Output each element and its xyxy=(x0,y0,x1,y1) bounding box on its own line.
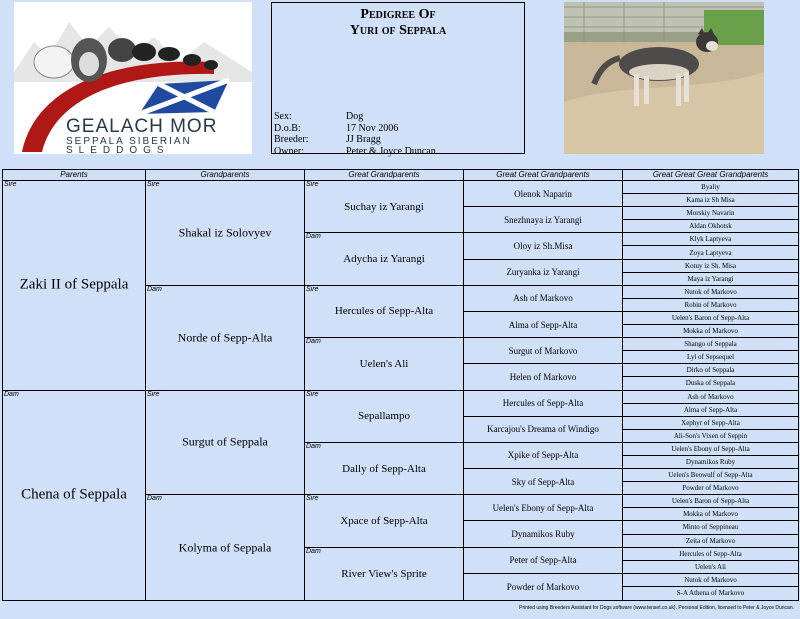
ancestor-gen3-1 xyxy=(305,181,464,233)
ancestor-gen4-8 xyxy=(464,364,623,390)
ancestor-name: Maya iz Yarangi xyxy=(687,274,734,283)
ancestor-name: Chena of Seppala xyxy=(21,486,127,503)
ancestor-gen4-7 xyxy=(464,338,623,364)
parent-role-label: Sire xyxy=(306,495,319,503)
ancestor-gen2-1 xyxy=(146,181,305,286)
parent-role-label: Sire xyxy=(306,390,319,398)
parent-role-label: Dam xyxy=(306,547,321,555)
parent-role-label: Sire xyxy=(4,181,17,188)
column-header-5: Great Great Great Grandparents xyxy=(623,170,798,181)
ancestor-name: Kolyma of Seppala xyxy=(178,540,272,555)
ancestor-name: Ash of Markovo xyxy=(687,392,734,401)
detail-value: 17 Nov 2006 xyxy=(346,122,399,134)
ancestor-name: Oloy iz Sh.Misa xyxy=(513,240,573,251)
ancestor-name: Robin of Markovo xyxy=(684,300,737,309)
ancestor-gen4-12 xyxy=(464,469,623,495)
ancestor-name: Adycha iz Yarangi xyxy=(343,253,425,266)
ancestor-name: Zaki II of Seppala xyxy=(19,276,129,293)
ancestor-gen5-26 xyxy=(623,508,798,521)
logo-wordmark-line3: SLEDDOGS xyxy=(66,145,170,154)
ancestor-gen3-6 xyxy=(305,443,464,495)
ancestor-name: Uelen's Ebony of Sepp-Alta xyxy=(671,444,750,453)
ancestor-name: Powder of Markovo xyxy=(506,581,580,592)
ancestor-name: Hercules of Sepp-Alta xyxy=(679,549,742,558)
pedigree-header xyxy=(271,2,525,157)
footer-note: Printed using Breeders Assistant for Dogs software (www.tenset.co.uk). Personal Edition, licensed to Peter & Joyce Duncan. xyxy=(519,605,794,611)
ancestor-name: Snezhnaya iz Yarangi xyxy=(504,214,582,225)
ancestor-name: Ali-Son's Vixen of Seppin xyxy=(673,431,748,440)
detail-value: Dog xyxy=(346,111,364,122)
ancestor-name: Dynamikos Ruby xyxy=(685,458,736,467)
logo-wordmark-line2: SEPPALA SIBERIAN xyxy=(66,136,192,147)
detail-value: Peter & Joyce Duncan xyxy=(346,145,436,157)
ancestor-gen4-3 xyxy=(464,233,623,259)
ancestor-name: Morskiy Navarin xyxy=(686,209,735,218)
ancestor-name: Alma of Sepp-Alta xyxy=(508,319,578,330)
ancestor-gen3-2 xyxy=(305,233,464,285)
detail-label: Owner: xyxy=(274,145,304,157)
ancestor-name: Alma of Sepp-Alta xyxy=(683,405,738,414)
ancestor-gen5-9 xyxy=(623,286,798,299)
dog-details xyxy=(274,111,436,157)
ancestor-gen4-5 xyxy=(464,286,623,312)
pedigree-title-line1: Pedigree Of xyxy=(360,7,436,22)
ancestor-gen5-15 xyxy=(623,364,798,377)
ancestor-gen5-28 xyxy=(623,535,798,548)
ancestor-gen5-8 xyxy=(623,273,798,286)
ancestor-name: Dally of Sepp-Alta xyxy=(342,462,426,475)
ancestor-gen3-5 xyxy=(305,391,464,443)
ancestor-name: Zoya Laptyeva xyxy=(689,248,732,257)
ancestor-name: Aldan Okhotsk xyxy=(689,222,732,231)
ancestor-name: Kotuy iz Sh. Misa xyxy=(685,261,736,270)
ancestor-name: Dirko of Seppala xyxy=(686,366,735,375)
detail-row-breeder xyxy=(274,134,436,146)
parent-role-label: Dam xyxy=(306,233,321,241)
ancestor-gen5-29 xyxy=(623,548,798,561)
parent-role-label: Dam xyxy=(147,285,162,293)
ancestor-gen2-2 xyxy=(146,286,305,391)
ancestor-name: Helen of Markovo xyxy=(509,371,577,382)
detail-row-owner xyxy=(274,146,436,158)
ancestor-name: Suchay iz Yarangi xyxy=(344,200,424,213)
ancestor-gen3-3 xyxy=(305,286,464,338)
ancestor-name: Sepallampo xyxy=(358,410,410,423)
parent-role-label: Dam xyxy=(4,390,19,398)
logo-wordmark-line1: GEALACH MOR xyxy=(66,116,218,137)
ancestor-gen5-17 xyxy=(623,391,798,404)
ancestor-name: Zeita of Markovo xyxy=(685,536,736,545)
ancestor-gen5-30 xyxy=(623,561,798,574)
ancestor-gen4-4 xyxy=(464,260,623,286)
detail-value: JJ Bragg xyxy=(346,134,381,145)
ancestor-name: Sky of Sepp-Alta xyxy=(511,476,575,487)
ancestor-gen5-27 xyxy=(623,521,798,534)
ancestor-name: Powder of Markovo xyxy=(682,484,739,493)
ancestor-gen5-18 xyxy=(623,404,798,417)
kennel-logo xyxy=(14,2,252,154)
ancestor-gen5-20 xyxy=(623,430,798,443)
ancestor-name: Kama iz Sh Misa xyxy=(686,196,735,205)
ancestor-name: Uelen's Ali xyxy=(359,357,409,370)
ancestor-name: Uelen's Ebony of Sepp-Alta xyxy=(492,502,594,513)
ancestor-gen4-13 xyxy=(464,495,623,521)
ancestor-gen5-32 xyxy=(623,587,798,600)
ancestor-gen4-9 xyxy=(464,391,623,417)
ancestor-name: S-A Athena of Markovo xyxy=(676,589,745,598)
ancestor-name: Lyl of Sepsequel xyxy=(686,353,735,362)
ancestor-name: Minto of Seppineau xyxy=(682,523,739,532)
ancestor-gen4-15 xyxy=(464,548,623,574)
ancestor-name: Karcajou's Dreama of Windigo xyxy=(487,424,599,435)
ancestor-name: Surgut of Markovo xyxy=(508,345,578,356)
pedigree-table xyxy=(2,169,799,601)
ancestor-gen3-8 xyxy=(305,548,464,600)
ancestor-gen5-21 xyxy=(623,443,798,456)
ancestor-name: Xephyr of Sepp-Alta xyxy=(681,418,740,427)
ancestor-gen4-6 xyxy=(464,312,623,338)
ancestor-name: Uelen's Beowulf of Sepp-Alta xyxy=(668,471,753,480)
ancestor-name: Mokka of Markovo xyxy=(683,510,738,519)
detail-row-sex xyxy=(274,111,436,123)
ancestor-gen5-10 xyxy=(623,299,798,312)
dog-photo-illustration xyxy=(564,2,764,154)
ancestor-gen3-4 xyxy=(305,338,464,390)
ancestor-gen5-16 xyxy=(623,377,798,390)
ancestor-name: Shakal iz Solovyev xyxy=(178,225,272,240)
parent-role-label: Dam xyxy=(147,495,162,503)
ancestor-name: Peter of Sepp-Alta xyxy=(509,555,577,566)
detail-label: Sex: xyxy=(274,111,292,122)
ancestor-gen5-5 xyxy=(623,233,798,246)
ancestor-name: Hercules of Sepp-Alta xyxy=(502,398,584,409)
ancestor-name: Duska of Seppala xyxy=(685,379,736,388)
column-header-4: Great Great Grandparents xyxy=(464,170,623,181)
column-header-3: Great Grandparents xyxy=(305,170,464,181)
detail-row-dob xyxy=(274,123,436,135)
ancestor-name: Xpike of Sepp-Alta xyxy=(507,450,579,461)
ancestor-gen5-13 xyxy=(623,338,798,351)
ancestor-gen5-24 xyxy=(623,482,798,495)
ancestor-gen2-4 xyxy=(146,495,305,600)
ancestor-gen5-6 xyxy=(623,246,798,259)
ancestor-name: Nutok of Markovo xyxy=(684,575,737,584)
ancestor-gen5-14 xyxy=(623,351,798,364)
ancestor-gen1-1 xyxy=(3,181,146,391)
ancestor-name: Uelen's Baron of Sepp-Alta xyxy=(671,497,750,506)
ancestor-gen4-16 xyxy=(464,574,623,600)
ancestor-gen5-1 xyxy=(623,181,798,194)
dog-photo xyxy=(564,2,764,154)
ancestor-gen5-31 xyxy=(623,574,798,587)
ancestor-name: Xpace of Sepp-Alta xyxy=(340,514,428,527)
ancestor-name: Mokka of Markovo xyxy=(683,327,738,336)
ancestor-gen4-14 xyxy=(464,521,623,547)
ancestor-gen5-25 xyxy=(623,495,798,508)
ancestor-name: River View's Sprite xyxy=(341,567,427,580)
ancestor-name: Shango of Seppala xyxy=(684,340,737,349)
parent-role-label: Dam xyxy=(306,442,321,450)
parent-role-label: Sire xyxy=(306,285,319,293)
ancestor-gen5-12 xyxy=(623,325,798,338)
ancestor-gen5-23 xyxy=(623,469,798,482)
parent-role-label: Sire xyxy=(147,181,160,188)
ancestor-gen5-2 xyxy=(623,194,798,207)
ancestor-name: Ash of Markovo xyxy=(513,293,573,304)
column-header-2: Grandparents xyxy=(146,170,305,181)
ancestor-name: Uelen's Ali xyxy=(694,562,726,571)
parent-role-label: Dam xyxy=(306,338,321,346)
detail-label: D.o.B: xyxy=(274,122,301,134)
ancestor-name: Dynamikos Ruby xyxy=(511,529,575,540)
ancestor-name: Nutok of Markovo xyxy=(684,287,737,296)
ancestor-gen5-19 xyxy=(623,417,798,430)
parent-role-label: Sire xyxy=(147,390,160,398)
ancestor-gen1-2 xyxy=(3,391,146,601)
ancestor-gen5-22 xyxy=(623,456,798,469)
ancestor-name: Uelen's Baron of Sepp-Alta xyxy=(671,313,750,322)
ancestor-gen4-2 xyxy=(464,207,623,233)
ancestor-name: Byaliy xyxy=(701,183,720,192)
detail-label: Breeder: xyxy=(274,134,309,145)
ancestor-gen5-11 xyxy=(623,312,798,325)
column-header-1: Parents xyxy=(3,170,146,181)
ancestor-gen4-1 xyxy=(464,181,623,207)
ancestor-name: Klyk Laptyeva xyxy=(689,235,732,244)
parent-role-label: Sire xyxy=(306,181,319,188)
ancestor-name: Zuryanka iz Yarangi xyxy=(506,267,580,278)
ancestor-name: Norde of Sepp-Alta xyxy=(177,330,273,345)
ancestor-gen5-3 xyxy=(623,207,798,220)
ancestor-gen4-11 xyxy=(464,443,623,469)
ancestor-gen5-7 xyxy=(623,260,798,273)
ancestor-name: Surgut of Seppala xyxy=(182,434,268,449)
dog-name-title: Yuri of Seppala xyxy=(349,23,447,38)
ancestor-name: Olenok Naparin xyxy=(514,188,572,199)
ancestor-gen2-3 xyxy=(146,391,305,496)
ancestor-name: Hercules of Sepp-Alta xyxy=(334,305,434,318)
ancestor-gen3-7 xyxy=(305,495,464,547)
ancestor-gen5-4 xyxy=(623,220,798,233)
ancestor-gen4-10 xyxy=(464,417,623,443)
